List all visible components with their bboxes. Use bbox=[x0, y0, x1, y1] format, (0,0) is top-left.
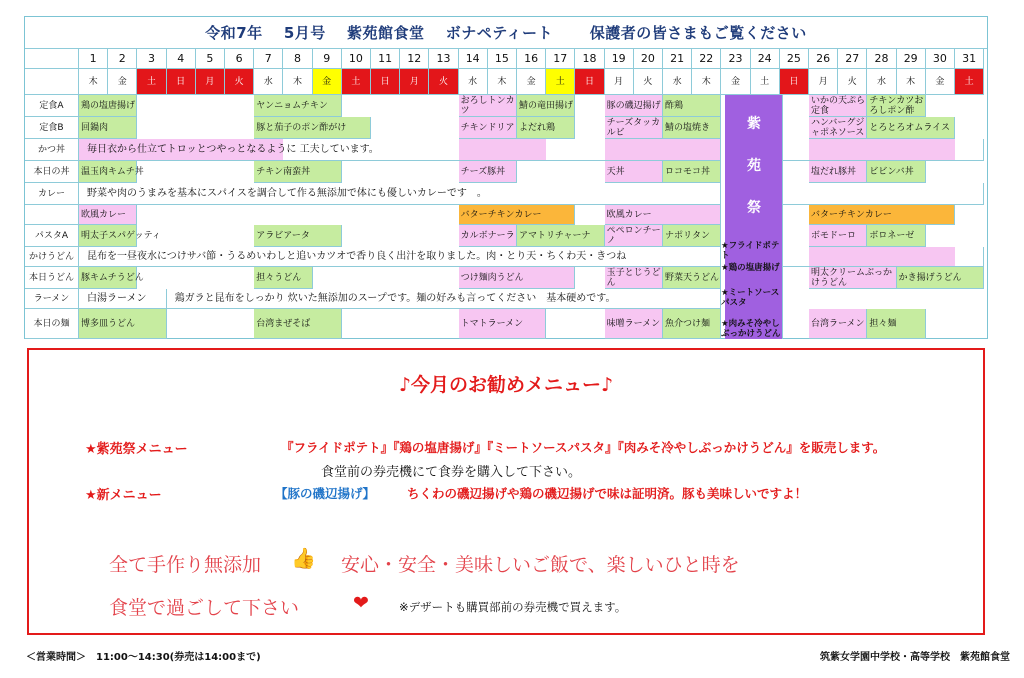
weekday: 木 bbox=[692, 69, 721, 95]
weekday: 水 bbox=[254, 69, 283, 95]
calendar-grid bbox=[25, 17, 987, 338]
new-menu-label: ★新メニュー bbox=[85, 488, 162, 503]
weekday: 木 bbox=[79, 69, 108, 95]
menu-item: アマトリチャーナ bbox=[517, 225, 605, 247]
menu-item: 欧風カレー bbox=[79, 205, 137, 225]
row-label: 定食A bbox=[25, 95, 79, 117]
day-number: 5 bbox=[196, 49, 225, 69]
menu-item: 豚の磯辺揚げ bbox=[605, 95, 663, 117]
menu-item: チーズタッカルビ bbox=[605, 117, 663, 139]
day-number: 26 bbox=[809, 49, 838, 69]
festival-item-meatsauce: ★ミートソースパスタ bbox=[721, 288, 780, 308]
festival-item-fries: ★フライドポテト bbox=[721, 241, 780, 261]
menu-item: 回鍋肉 bbox=[79, 117, 137, 139]
day-number: 1 bbox=[79, 49, 108, 69]
menu-item: ビビンバ丼 bbox=[867, 161, 925, 183]
tagline-handmade: 全て手作り無添加 bbox=[109, 554, 262, 576]
day-number: 11 bbox=[371, 49, 400, 69]
recommend-title: ♪今月のお勧めメニュー♪ bbox=[398, 374, 614, 396]
calendar-cell bbox=[780, 247, 984, 267]
day-number: 14 bbox=[459, 49, 488, 69]
menu-item: ペペロンチーノ bbox=[605, 225, 663, 247]
row-label: 本日の麺 bbox=[25, 309, 79, 339]
day-number: 16 bbox=[517, 49, 546, 69]
recommendation-box bbox=[27, 348, 985, 635]
menu-item: 担々麺 bbox=[867, 309, 925, 339]
weekday: 日 bbox=[780, 69, 809, 95]
menu-item: ボロネーゼ bbox=[867, 225, 925, 247]
calendar-title: 令和7年 5月号 紫苑館食堂 ボナペティート 保護者の皆さまもご覧ください bbox=[25, 17, 987, 49]
kake-udon-note: 昆布を一昼夜水につけサバ節・うるめいわしと追いカツオで香り良く出汁を取りました。肉・とり天・ちくわ天・きつね bbox=[79, 247, 721, 267]
weekday: 土 bbox=[955, 69, 984, 95]
new-menu-text: ちくわの磯辺揚げや鶏の磯辺揚げで味は証明済。豚も美味しいですよ！ bbox=[407, 486, 808, 501]
weekday: 木 bbox=[897, 69, 926, 95]
menu-item: 塩だれ豚丼 bbox=[809, 161, 867, 183]
corner-cell bbox=[25, 69, 79, 95]
festival-menu-label: ★紫苑祭メニュー bbox=[85, 442, 188, 457]
day-number: 21 bbox=[663, 49, 692, 69]
menu-item: バターチキンカレー bbox=[459, 205, 576, 225]
tagline-safe: 安心・安全・美味しいご飯で、楽しいひと時を bbox=[341, 554, 740, 576]
day-number: 25 bbox=[780, 49, 809, 69]
weekday: 月 bbox=[400, 69, 429, 95]
katsudon-note: 毎日衣から仕立てトロッとつやっとなるように 工夫しています。 bbox=[79, 139, 721, 161]
weekday: 水 bbox=[663, 69, 692, 95]
festival-item-karaage: ★鶏の塩唐揚げ bbox=[721, 263, 780, 273]
weekday: 火 bbox=[634, 69, 663, 95]
menu-item: とろとろオムライス bbox=[867, 117, 955, 139]
day-number: 3 bbox=[137, 49, 166, 69]
weekday: 日 bbox=[575, 69, 604, 95]
weekday: 金 bbox=[108, 69, 137, 95]
festival-menu-text: 『フライドポテト』『鶏の塩唐揚げ』『ミートソースパスタ』『肉みそ冷やしぶっかけうどん』を販売します。 bbox=[281, 440, 886, 455]
ramen-name: 白湯ラーメン bbox=[79, 289, 167, 309]
menu-item: 温玉肉キムチ丼 bbox=[79, 161, 137, 183]
day-number: 30 bbox=[926, 49, 955, 69]
menu-item: 欧風カレー bbox=[605, 205, 722, 225]
weekday: 月 bbox=[605, 69, 634, 95]
menu-item: ヤンニョムチキン bbox=[254, 95, 342, 117]
row-label: 定食B bbox=[25, 117, 79, 139]
weekday: 火 bbox=[429, 69, 458, 95]
menu-item: 鶏の塩唐揚げ bbox=[79, 95, 137, 117]
festival-char-3: 祭 bbox=[747, 200, 761, 216]
thumbs-up-icon: 👍 bbox=[291, 546, 316, 570]
weekday: 金 bbox=[721, 69, 750, 95]
weekday: 土 bbox=[137, 69, 166, 95]
weekday: 金 bbox=[313, 69, 342, 95]
menu-item: 担々うどん bbox=[254, 267, 312, 289]
new-menu-name: 【豚の磯辺揚げ】 bbox=[275, 486, 376, 501]
menu-item: 豚キムチうどん bbox=[79, 267, 137, 289]
menu-item: 酢鶏 bbox=[663, 95, 721, 117]
menu-item: 台湾ラーメン bbox=[809, 309, 867, 339]
menu-item: 魚介つけ麺 bbox=[663, 309, 721, 339]
menu-item: 玉子とじうどん bbox=[605, 267, 663, 289]
weekday: 日 bbox=[167, 69, 196, 95]
menu-item: 明太クリームぶっかけうどん bbox=[809, 267, 897, 289]
row-label: かけうどん bbox=[25, 247, 79, 267]
row-label: パスタA bbox=[25, 225, 79, 247]
day-number: 6 bbox=[225, 49, 254, 69]
calendar-cell bbox=[780, 139, 984, 161]
menu-item: 豚と茄子のポン酢がけ bbox=[254, 117, 371, 139]
menu-item: チーズ豚丼 bbox=[459, 161, 517, 183]
ramen-note: 鶏ガラと昆布をしっかり 炊いた無添加のスープです。麺の好みも言ってください 基本硬めです。 bbox=[167, 289, 722, 309]
day-number: 29 bbox=[897, 49, 926, 69]
menu-item: つけ麺肉うどん bbox=[459, 267, 576, 289]
dessert-note: ※デザートも購買部前の券売機で買えます。 bbox=[399, 600, 627, 614]
tagline-enjoy: 食堂で過ごして下さい bbox=[109, 597, 300, 619]
day-number: 23 bbox=[721, 49, 750, 69]
weekday: 火 bbox=[838, 69, 867, 95]
heart-icon: ❤ bbox=[353, 592, 369, 614]
row-label: カレー bbox=[25, 183, 79, 205]
weekday: 日 bbox=[371, 69, 400, 95]
menu-item: 味噌ラーメン bbox=[605, 309, 663, 339]
day-number: 17 bbox=[546, 49, 575, 69]
curry-note: 野菜や肉のうまみを基本にスパイスを調合して作る無添加で体にも優しいカレーです 。 bbox=[79, 183, 721, 205]
row-label: 本日の丼 bbox=[25, 161, 79, 183]
row-label: かつ丼 bbox=[25, 139, 79, 161]
day-number: 19 bbox=[605, 49, 634, 69]
weekday: 土 bbox=[546, 69, 575, 95]
day-number: 4 bbox=[167, 49, 196, 69]
weekday: 月 bbox=[809, 69, 838, 95]
day-number: 27 bbox=[838, 49, 867, 69]
weekday: 金 bbox=[517, 69, 546, 95]
day-number: 22 bbox=[692, 49, 721, 69]
weekday: 土 bbox=[342, 69, 371, 95]
menu-item: アラビアータ bbox=[254, 225, 342, 247]
corner-cell bbox=[25, 49, 79, 69]
menu-item: トマトラーメン bbox=[459, 309, 547, 339]
weekday: 月 bbox=[196, 69, 225, 95]
day-number: 13 bbox=[429, 49, 458, 69]
day-number: 24 bbox=[751, 49, 780, 69]
menu-item: チキン南蛮丼 bbox=[254, 161, 342, 183]
festival-column bbox=[721, 95, 783, 339]
weekday: 土 bbox=[751, 69, 780, 95]
day-number: 12 bbox=[400, 49, 429, 69]
festival-item-udon: ★肉みそ冷やしぶっかけうどん bbox=[721, 319, 781, 339]
menu-item: 野菜天うどん bbox=[663, 267, 721, 289]
weekday: 水 bbox=[459, 69, 488, 95]
calendar-cell bbox=[780, 183, 984, 205]
weekday: 火 bbox=[225, 69, 254, 95]
menu-item: 天丼 bbox=[605, 161, 663, 183]
day-number: 20 bbox=[634, 49, 663, 69]
day-number: 31 bbox=[955, 49, 984, 69]
lunch-calendar bbox=[24, 16, 988, 339]
menu-item: おろしトンカツ bbox=[459, 95, 517, 117]
menu-item: 鯖の竜田揚げ bbox=[517, 95, 575, 117]
menu-item: 鯖の塩焼き bbox=[663, 117, 721, 139]
menu-item: ボモドーロ bbox=[809, 225, 867, 247]
menu-item: ハンバーグジャポネソース bbox=[809, 117, 867, 139]
weekday: 木 bbox=[283, 69, 312, 95]
menu-item: 博多皿うどん bbox=[79, 309, 167, 339]
weekday: 水 bbox=[867, 69, 896, 95]
school-name: 筑紫女学園中学校・高等学校 紫苑館食堂 bbox=[820, 652, 1010, 663]
menu-item: ナポリタン bbox=[663, 225, 721, 247]
day-number: 10 bbox=[342, 49, 371, 69]
row-label: 本日うどん bbox=[25, 267, 79, 289]
day-number: 18 bbox=[575, 49, 604, 69]
menu-item: チキンカツおろしポン酢 bbox=[867, 95, 925, 117]
day-number: 8 bbox=[283, 49, 312, 69]
weekday: 木 bbox=[488, 69, 517, 95]
day-number: 2 bbox=[108, 49, 137, 69]
row-label: ラーメン bbox=[25, 289, 79, 309]
day-number: 9 bbox=[313, 49, 342, 69]
business-hours: ＜営業時間＞ 11:00～14:30(券売は14:00まで) bbox=[26, 652, 261, 663]
day-number: 7 bbox=[254, 49, 283, 69]
menu-item: チキンドリア bbox=[459, 117, 517, 139]
menu-item: 明太子スパゲッティ bbox=[79, 225, 137, 247]
day-number: 15 bbox=[488, 49, 517, 69]
row-label bbox=[25, 205, 79, 225]
menu-item: 台湾まぜそば bbox=[254, 309, 342, 339]
menu-item: かき揚げうどん bbox=[897, 267, 985, 289]
festival-char-2: 苑 bbox=[747, 158, 761, 174]
menu-item: カルボナーラ bbox=[459, 225, 517, 247]
menu-item: よだれ鶏 bbox=[517, 117, 575, 139]
menu-item: バターチキンカレー bbox=[809, 205, 955, 225]
menu-item: いかの天ぷら定食 bbox=[809, 95, 867, 117]
day-number: 28 bbox=[867, 49, 896, 69]
ticket-instruction: 食堂前の券売機にて食券を購入して下さい。 bbox=[321, 465, 582, 480]
menu-item: ロコモコ丼 bbox=[663, 161, 721, 183]
weekday: 金 bbox=[926, 69, 955, 95]
festival-char-1: 紫 bbox=[747, 116, 761, 132]
